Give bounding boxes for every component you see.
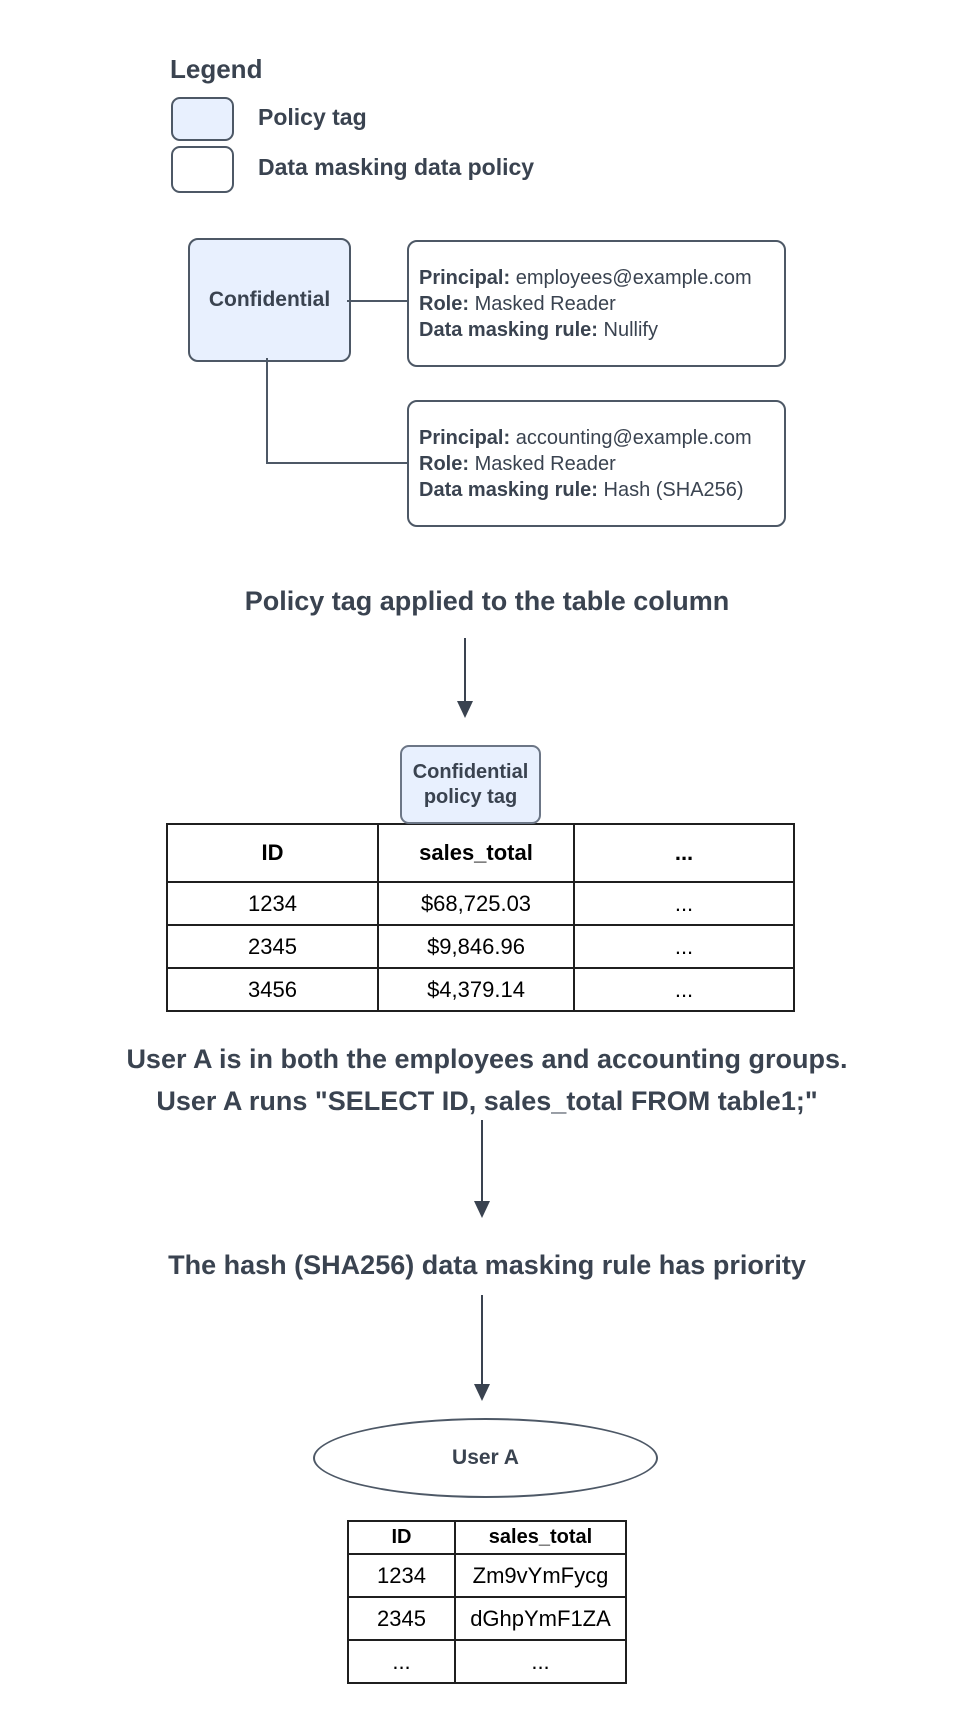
arrow-down-icon — [464, 638, 466, 702]
connector-confidential-to-policy1 — [347, 300, 407, 302]
source-table — [166, 823, 795, 1012]
table-cell: ... — [455, 1640, 626, 1683]
column-header: ID — [348, 1521, 455, 1554]
policy-tag-node-confidential — [188, 238, 351, 362]
table-cell: ... — [574, 882, 794, 925]
policy2-principal-line — [419, 425, 784, 451]
policy1-role-label: Role: — [419, 292, 469, 315]
legend-title: Legend — [170, 54, 263, 84]
table-cell: ... — [574, 925, 794, 968]
table-cell: 2345 — [348, 1597, 455, 1640]
table-cell: 2345 — [167, 925, 378, 968]
user-a-label: User A — [452, 1446, 519, 1469]
policy-tag-swatch — [171, 97, 234, 141]
policy2-role-value: Masked Reader — [474, 452, 616, 475]
table-row — [167, 882, 794, 925]
step1-heading: Policy tag applied to the table column — [244, 586, 730, 616]
table-cell: 3456 — [167, 968, 378, 1011]
arrow-down-icon — [481, 1295, 483, 1385]
table-row — [167, 925, 794, 968]
policy2-rule-line — [419, 477, 784, 503]
data-policy-card-accounting — [407, 400, 786, 527]
arrow-down-head-icon — [474, 1384, 490, 1401]
table-cell: 1234 — [348, 1554, 455, 1597]
table-cell: ... — [574, 968, 794, 1011]
header-row — [167, 824, 794, 882]
arrow-down-icon — [481, 1120, 483, 1202]
policy-tag-node-label: Confidential — [208, 288, 331, 311]
table-row — [348, 1554, 626, 1597]
table-row — [348, 1640, 626, 1683]
policy1-principal-label: Principal: — [419, 266, 511, 289]
table-row — [167, 968, 794, 1011]
policy1-role-line — [419, 291, 784, 317]
step2-heading-line2: User A runs "SELECT ID, sales_total FROM table1;" — [156, 1086, 818, 1116]
policy1-rule-value: Nullify — [603, 318, 658, 341]
connector-confidential-to-policy2-vertical — [266, 358, 268, 462]
step3-heading: The hash (SHA256) data masking rule has priority — [168, 1250, 806, 1280]
badge-line1: Confidential — [412, 760, 529, 783]
confidential-policy-tag-badge — [400, 745, 541, 824]
column-header: sales_total — [455, 1521, 626, 1554]
data-masking-policy-swatch — [171, 146, 234, 193]
table-row — [348, 1597, 626, 1640]
column-header: sales_total — [378, 824, 574, 882]
table-cell: $4,379.14 — [378, 968, 574, 1011]
masked-result-table — [347, 1520, 627, 1684]
policy2-rule-label: Data masking rule: — [419, 478, 598, 501]
policy2-principal-label: Principal: — [419, 426, 511, 449]
step2-heading — [87, 1038, 887, 1122]
table-cell: $68,725.03 — [378, 882, 574, 925]
connector-confidential-to-policy2-horizontal — [266, 462, 407, 464]
arrow-down-head-icon — [457, 701, 473, 718]
policy1-role-value: Masked Reader — [474, 292, 616, 315]
table-cell: ... — [348, 1640, 455, 1683]
column-header: ... — [574, 824, 794, 882]
legend-label-data-masking-policy: Data masking data policy — [258, 154, 535, 180]
table-cell: $9,846.96 — [378, 925, 574, 968]
table-cell: dGhpYmF1ZA — [455, 1597, 626, 1640]
policy2-principal-value: accounting@example.com — [515, 426, 752, 449]
legend-label-policy-tag: Policy tag — [258, 104, 367, 130]
badge-line2: policy tag — [423, 785, 518, 808]
data-policy-card-employees — [407, 240, 786, 367]
table-cell: Zm9vYmFycg — [455, 1554, 626, 1597]
policy2-role-label: Role: — [419, 452, 469, 475]
policy2-rule-value: Hash (SHA256) — [603, 478, 744, 501]
arrow-down-head-icon — [474, 1201, 490, 1218]
step2-heading-line1: User A is in both the employees and accounting groups. — [126, 1044, 848, 1074]
header-row — [348, 1521, 626, 1554]
policy1-principal-value: employees@example.com — [515, 266, 752, 289]
user-a-node — [313, 1418, 658, 1498]
column-header: ID — [167, 824, 378, 882]
policy1-rule-line — [419, 317, 784, 343]
policy2-role-line — [419, 451, 784, 477]
table-cell: 1234 — [167, 882, 378, 925]
policy1-principal-line — [419, 265, 784, 291]
policy1-rule-label: Data masking rule: — [419, 318, 598, 341]
